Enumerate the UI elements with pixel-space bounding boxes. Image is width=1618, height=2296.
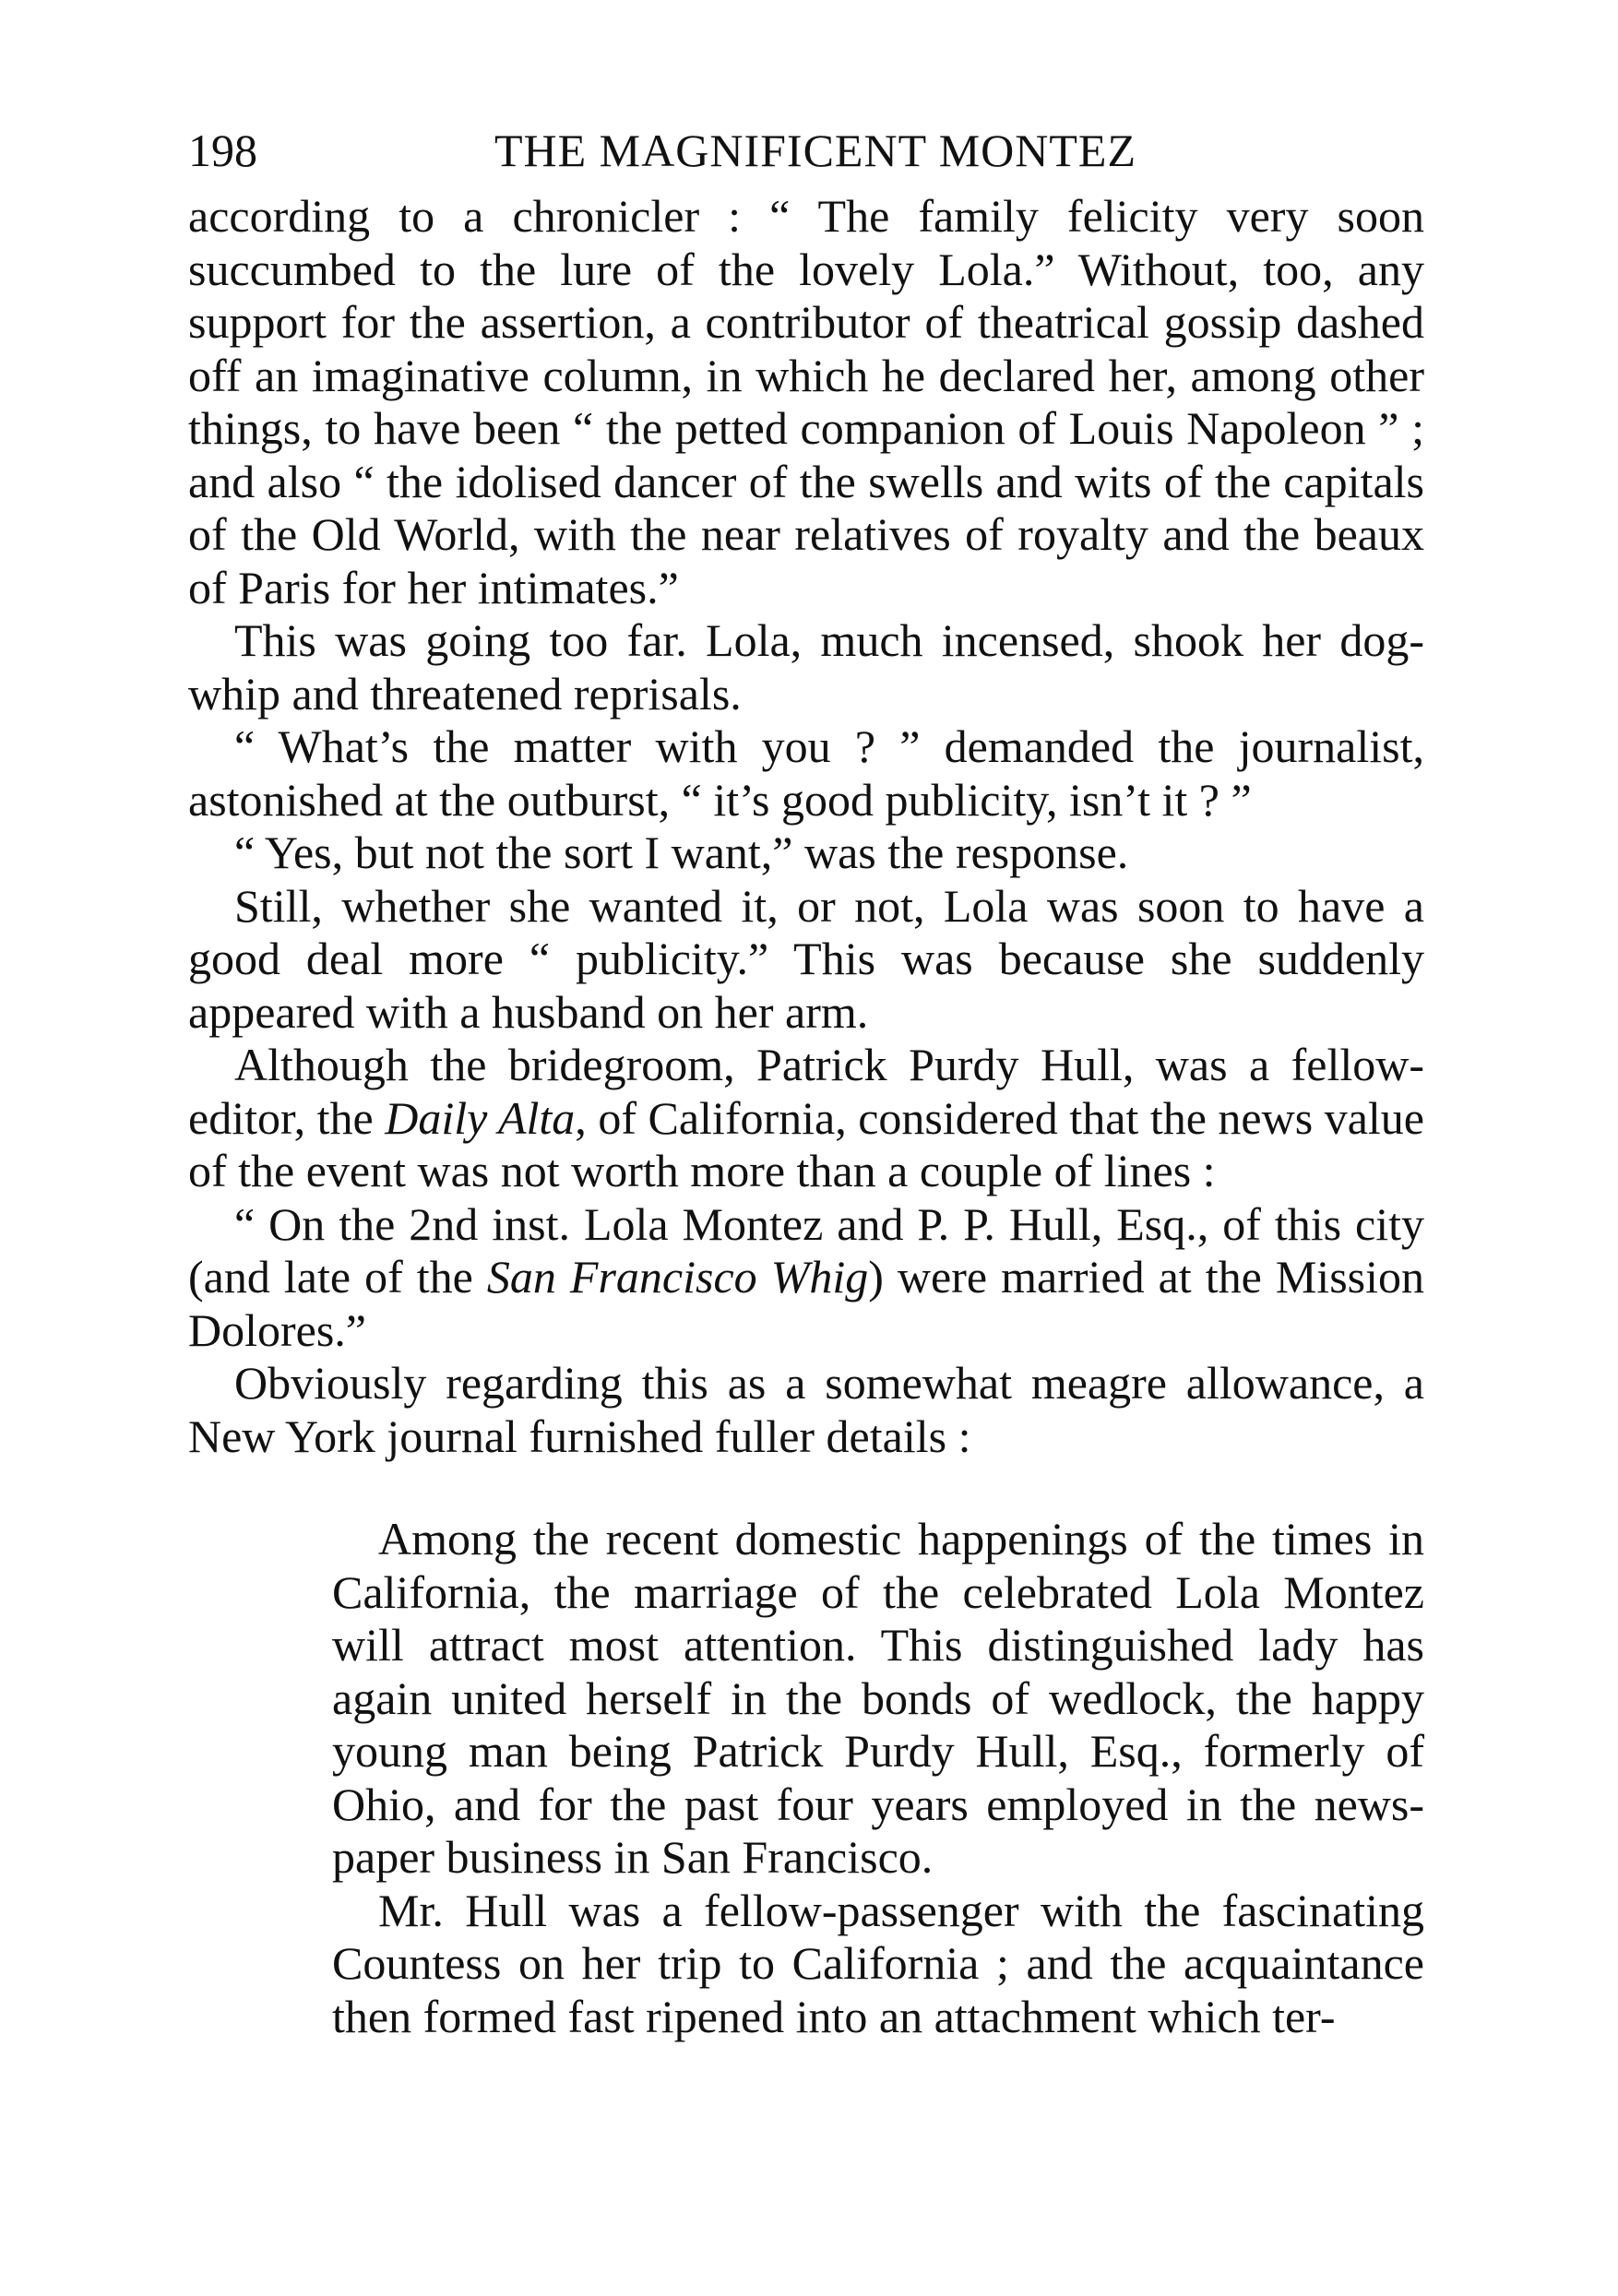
body-text (188, 190, 1424, 2043)
book-title: THE MAGNIFICENT MONTEZ (494, 125, 1137, 176)
paragraph-text: ) were married at the Mission Dolores.” (188, 1251, 1425, 1356)
quote-paragraph: Mr. Hull was a fellow-passenger with the fascinating Countess on her trip to California ; and the acquaintance then formed fast ripened into an attachment which ter- (332, 1884, 1424, 2042)
paragraph: “ Yes, but not the sort I want,” was the response. (234, 827, 1129, 878)
page-number: 198 (188, 125, 257, 176)
running-head (188, 111, 1424, 190)
block-quote (188, 1513, 1424, 2043)
paragraph: according to a chronicler : “ The family felicity very soon succumbed to the lure of the lovely Lola.” Without, too, any support for the assertion, a contributor of theatrical gossip dashed off an imaginative column, in which he declared her, among other things, to have been “ the petted companion of Louis Napoleon ” ; and also “ the idolised dancer of the swells and wits of the capitals of the Old World, with the near relatives of royalty and the beaux of Paris for her intimates.” (188, 190, 1424, 613)
paragraph (188, 1039, 1424, 1198)
paragraph-text: Although the bridegroom, Patrick Purdy Hull, was a fellow-editor, the (188, 1039, 1424, 1144)
newspaper-title: Daily Alta (385, 1091, 576, 1144)
paragraph: Still, whether she wanted it, or not, Lola was soon to have a good deal more “ publicity.” This was because she suddenly appeared with a husband on her arm. (188, 879, 1424, 1038)
newspaper-title: San Francisco Whig (486, 1251, 869, 1303)
paragraph: This was going too far. Lola, much incensed, shook her dog-whip and threatened reprisals. (188, 614, 1424, 720)
paragraph: Obviously regarding this as a somewhat meagre allowance, a New York journal furnished fuller details : (188, 1357, 1424, 1462)
paragraph (188, 1198, 1424, 1358)
paragraph-text: , of California, considered that the news value of the event was not worth more than a couple of lines : (188, 1091, 1424, 1196)
quote-paragraph: Among the recent domestic happenings of the times in California, the marriage of the celebrated Lola Montez will attract most attention. This distinguished lady has again united herself in the bonds of wedlock, the happy young man being Patrick Purdy Hull, Esq., formerly of Ohio, and for the past four years employed in the news-paper business in San Francisco. (332, 1513, 1424, 1883)
paragraph: “ What’s the matter with you ? ” demanded the journalist, astonished at the outburst, “ it’s good publicity, isn’t it ? ” (188, 720, 1424, 826)
paragraph-text: “ On the 2nd inst. Lola Montez and P. P. Hull, Esq., of this city (and late of the (188, 1197, 1424, 1303)
book-page (188, 111, 1424, 2043)
